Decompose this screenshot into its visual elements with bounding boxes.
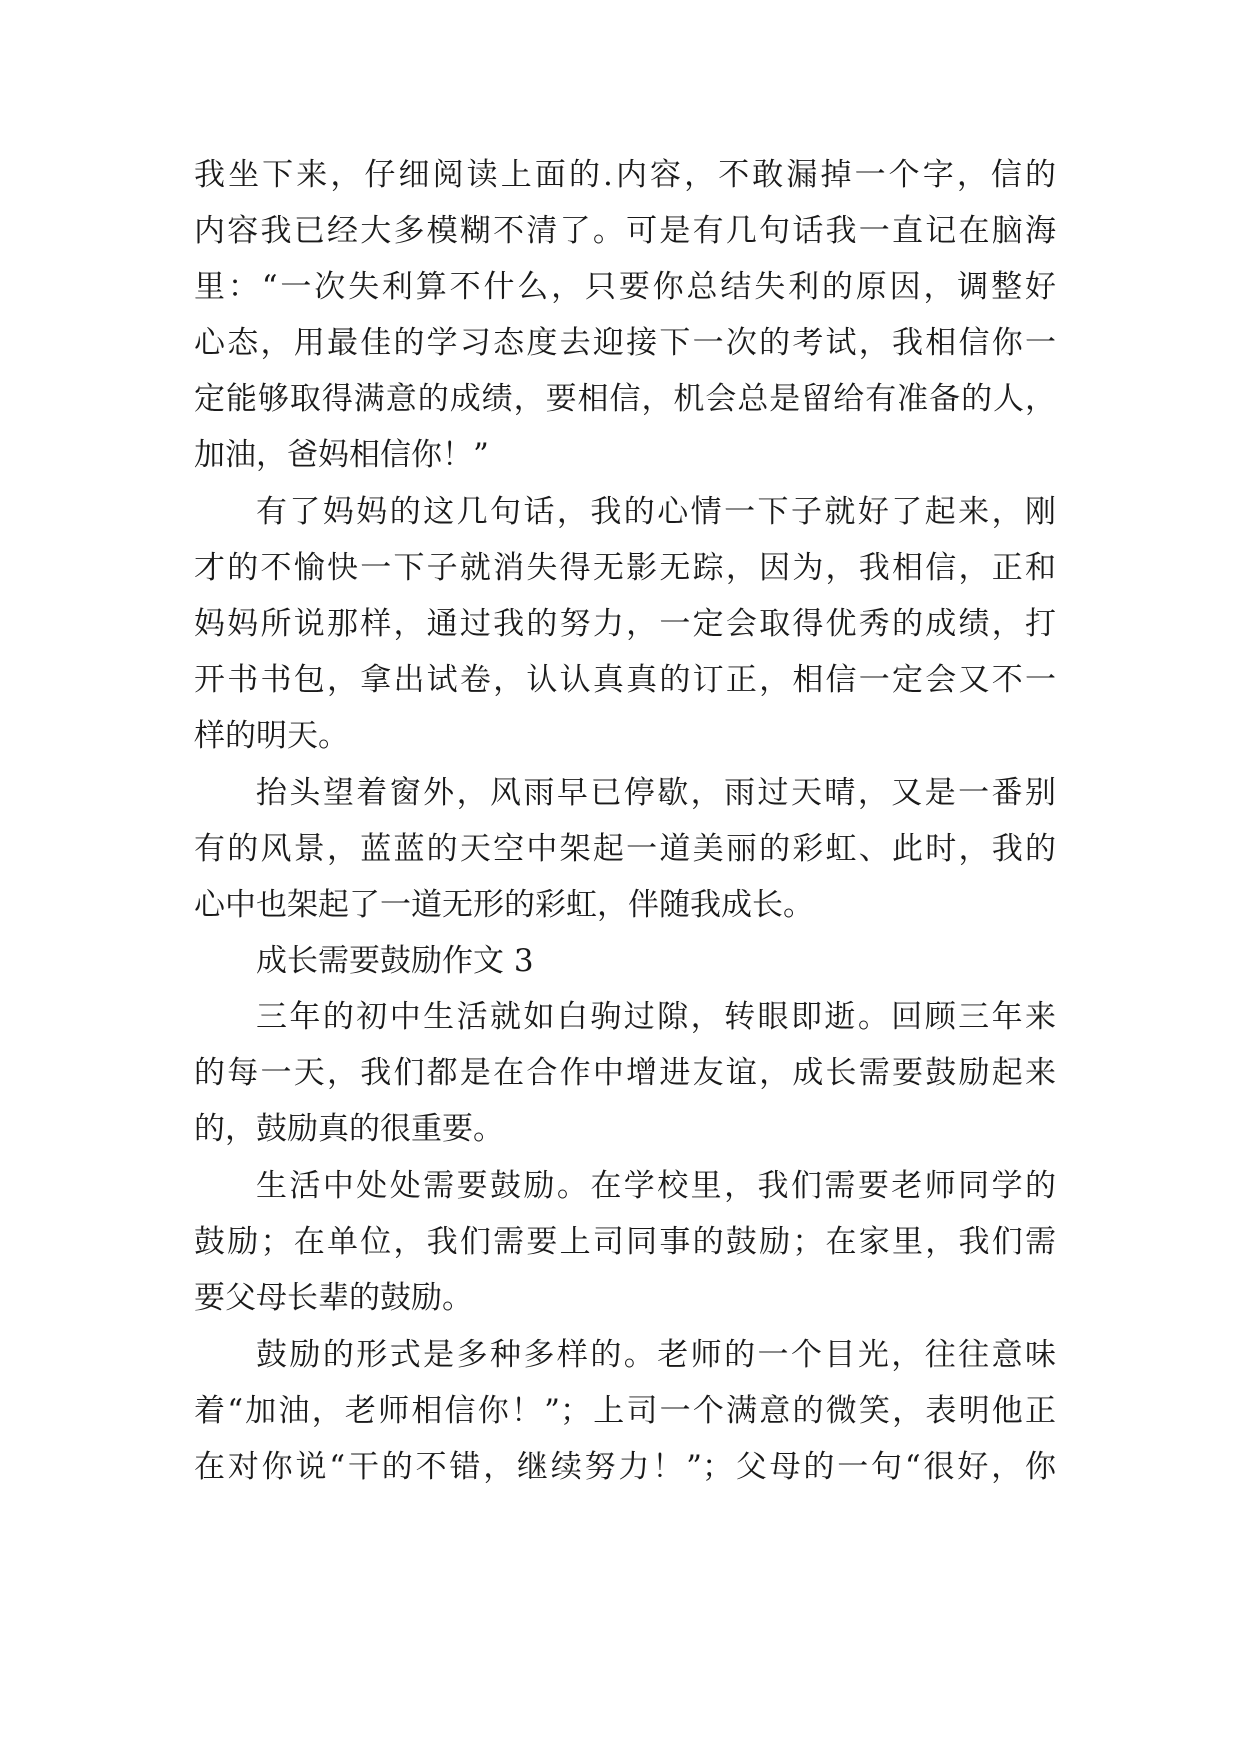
text-line: 的，鼓励真的很重要。 xyxy=(194,1111,504,1147)
text-line: 加油，爸妈相信你！” xyxy=(194,437,489,473)
text-line: 开书书包，拿出试卷，认认真真的订正，相信一定会又不一 xyxy=(194,662,1056,698)
text-line: 在对你说“干的不错，继续努力！”；父母的一句“很好，你 xyxy=(194,1449,1056,1485)
paragraph-first-line: 鼓励的形式是多种多样的。老师的一个目光，往往意味 xyxy=(256,1337,1056,1373)
text-line: 鼓励；在单位，我们需要上司同事的鼓励；在家里，我们需 xyxy=(194,1224,1056,1260)
paragraph-first-line: 有了妈妈的这几句话，我的心情一下子就好了起来，刚 xyxy=(256,494,1056,530)
paragraph-first-line: 三年的初中生活就如白驹过隙，转眼即逝。回顾三年来 xyxy=(256,999,1056,1035)
text-line: 要父母长辈的鼓励。 xyxy=(194,1280,473,1316)
text-line: 的每一天，我们都是在合作中增进友谊，成长需要鼓励起来 xyxy=(194,1055,1056,1091)
text-line: 样的明天。 xyxy=(194,718,349,754)
text-line: 我坐下来，仔细阅读上面的.内容，不敢漏掉一个字，信的 xyxy=(194,157,1056,193)
text-line: 有的风景，蓝蓝的天空中架起一道美丽的彩虹、此时，我的 xyxy=(194,831,1056,867)
text-line: 着“加油，老师相信你！”；上司一个满意的微笑，表明他正 xyxy=(194,1393,1056,1429)
text-line: 内容我已经大多模糊不清了。可是有几句话我一直记在脑海 xyxy=(194,213,1056,249)
paragraph-first-line: 抬头望着窗外，风雨早已停歇，雨过天晴，又是一番别 xyxy=(256,775,1056,811)
section-heading: 成长需要鼓励作文 3 xyxy=(256,943,534,979)
paragraph-first-line: 生活中处处需要鼓励。在学校里，我们需要老师同学的 xyxy=(256,1168,1056,1204)
text-line: 心中也架起了一道无形的彩虹，伴随我成长。 xyxy=(194,887,814,923)
text-line: 才的不愉快一下子就消失得无影无踪，因为，我相信，正和 xyxy=(194,550,1056,586)
text-line: 定能够取得满意的成绩，要相信，机会总是留给有准备的人， xyxy=(194,381,1056,417)
text-line: 里：“一次失利算不什么，只要你总结失利的原因，调整好 xyxy=(194,269,1056,305)
text-line: 妈妈所说那样，通过我的努力，一定会取得优秀的成绩，打 xyxy=(194,606,1056,642)
text-line: 心态，用最佳的学习态度去迎接下一次的考试，我相信你一 xyxy=(194,325,1056,361)
